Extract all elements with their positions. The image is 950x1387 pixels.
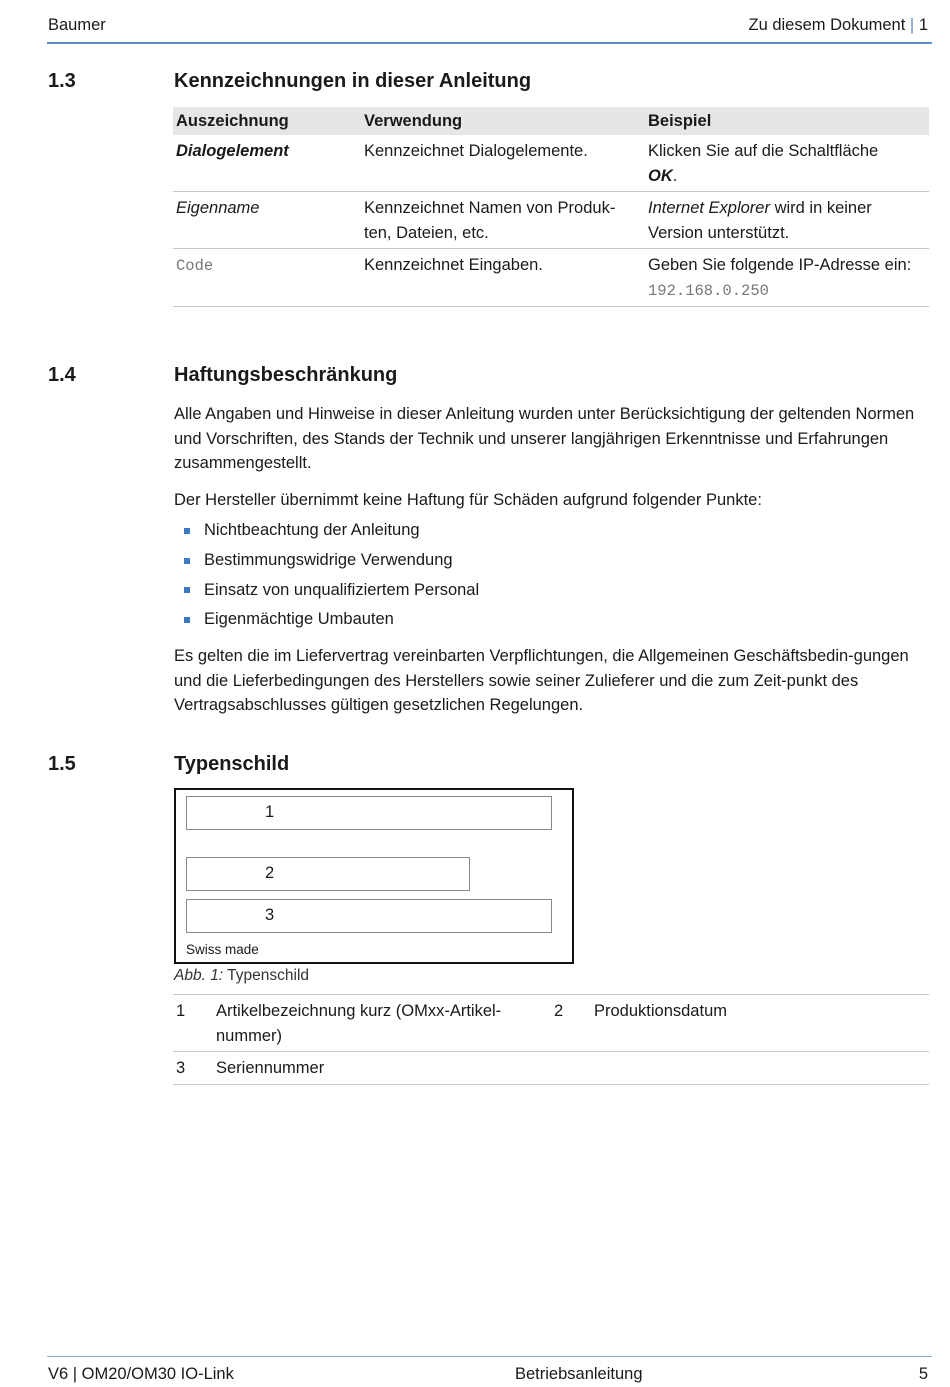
table-row: Dialogelement Kennzeichnet Dialogelemente. Klicken Sie auf die Schaltfläche OK. (173, 135, 929, 192)
table-row: 1 Artikelbezeichnung kurz (OMxx-Artikel-nummer) 2 Produktionsdatum (173, 995, 929, 1052)
table-row: Code Kennzeichnet Eingaben. Geben Sie folgende IP-Adresse ein: 192.168.0.250 (173, 249, 929, 307)
liability-paragraph-2: Der Hersteller übernimmt keine Haftung für Schäden aufgrund folgender Punkte: (174, 491, 762, 509)
page-footer (47, 1356, 932, 1383)
page-header (47, 14, 932, 44)
table-row: Eigenname Kennzeichnet Namen von Produk-ten, Dateien, etc. Internet Explorer wird in keiner Version unterstützt. (173, 192, 929, 249)
doc-type: Betriebsanleitung (515, 1365, 643, 1383)
figure-caption: Abb. 1: Typenschild (174, 967, 310, 984)
doc-version: V6 | OM20/OM30 IO-Link (48, 1365, 234, 1383)
type-plate-legend (173, 994, 929, 1085)
header-chapter: Zu diesem Dokument | 1 (748, 16, 928, 34)
swiss-made-label: Swiss made (186, 942, 259, 957)
list-item: Nichtbeachtung der Anleitung (184, 516, 479, 546)
bullet-square-icon (184, 587, 190, 593)
brand-name: Baumer (48, 16, 106, 34)
liability-paragraph-3: Es gelten die im Liefervertrag vereinbarten Verpflichtungen, die Allgemeinen Geschäftsbedin-gungen und die Lieferbedingungen des Herstellers sowie seiner Zulieferer und die zum Zeit-punkt des Vertragsabschlusses gültigen gesetzlichen Regelungen. (174, 647, 909, 714)
list-item: Einsatz von unqualifiziertem Personal (184, 575, 479, 605)
table-header-row: Auszeichnung Verwendung Beispiel (173, 107, 929, 135)
bullet-square-icon (184, 617, 190, 623)
bullet-square-icon (184, 528, 190, 534)
liability-paragraph-1: Alle Angaben und Hinweise in dieser Anleitung wurden unter Berücksichtigung der geltenden Normen und Vorschriften, des Stands der Technik und unserer langjährigen Erkenntnisse und Erfahrungen zusammengestellt. (174, 405, 915, 472)
markings-table (173, 107, 929, 307)
type-plate-figure (174, 788, 574, 964)
plate-field-3: 3 (186, 899, 552, 933)
list-item: Bestimmungswidrige Verwendung (184, 546, 479, 576)
plate-field-1: 1 (186, 796, 552, 830)
liability-bullet-list (184, 516, 479, 635)
plate-field-2: 2 (186, 857, 470, 891)
bullet-square-icon (184, 558, 190, 564)
list-item: Eigenmächtige Umbauten (184, 605, 479, 635)
page-number: 5 (918, 1365, 928, 1383)
table-row: 3 Seriennummer (173, 1052, 929, 1085)
